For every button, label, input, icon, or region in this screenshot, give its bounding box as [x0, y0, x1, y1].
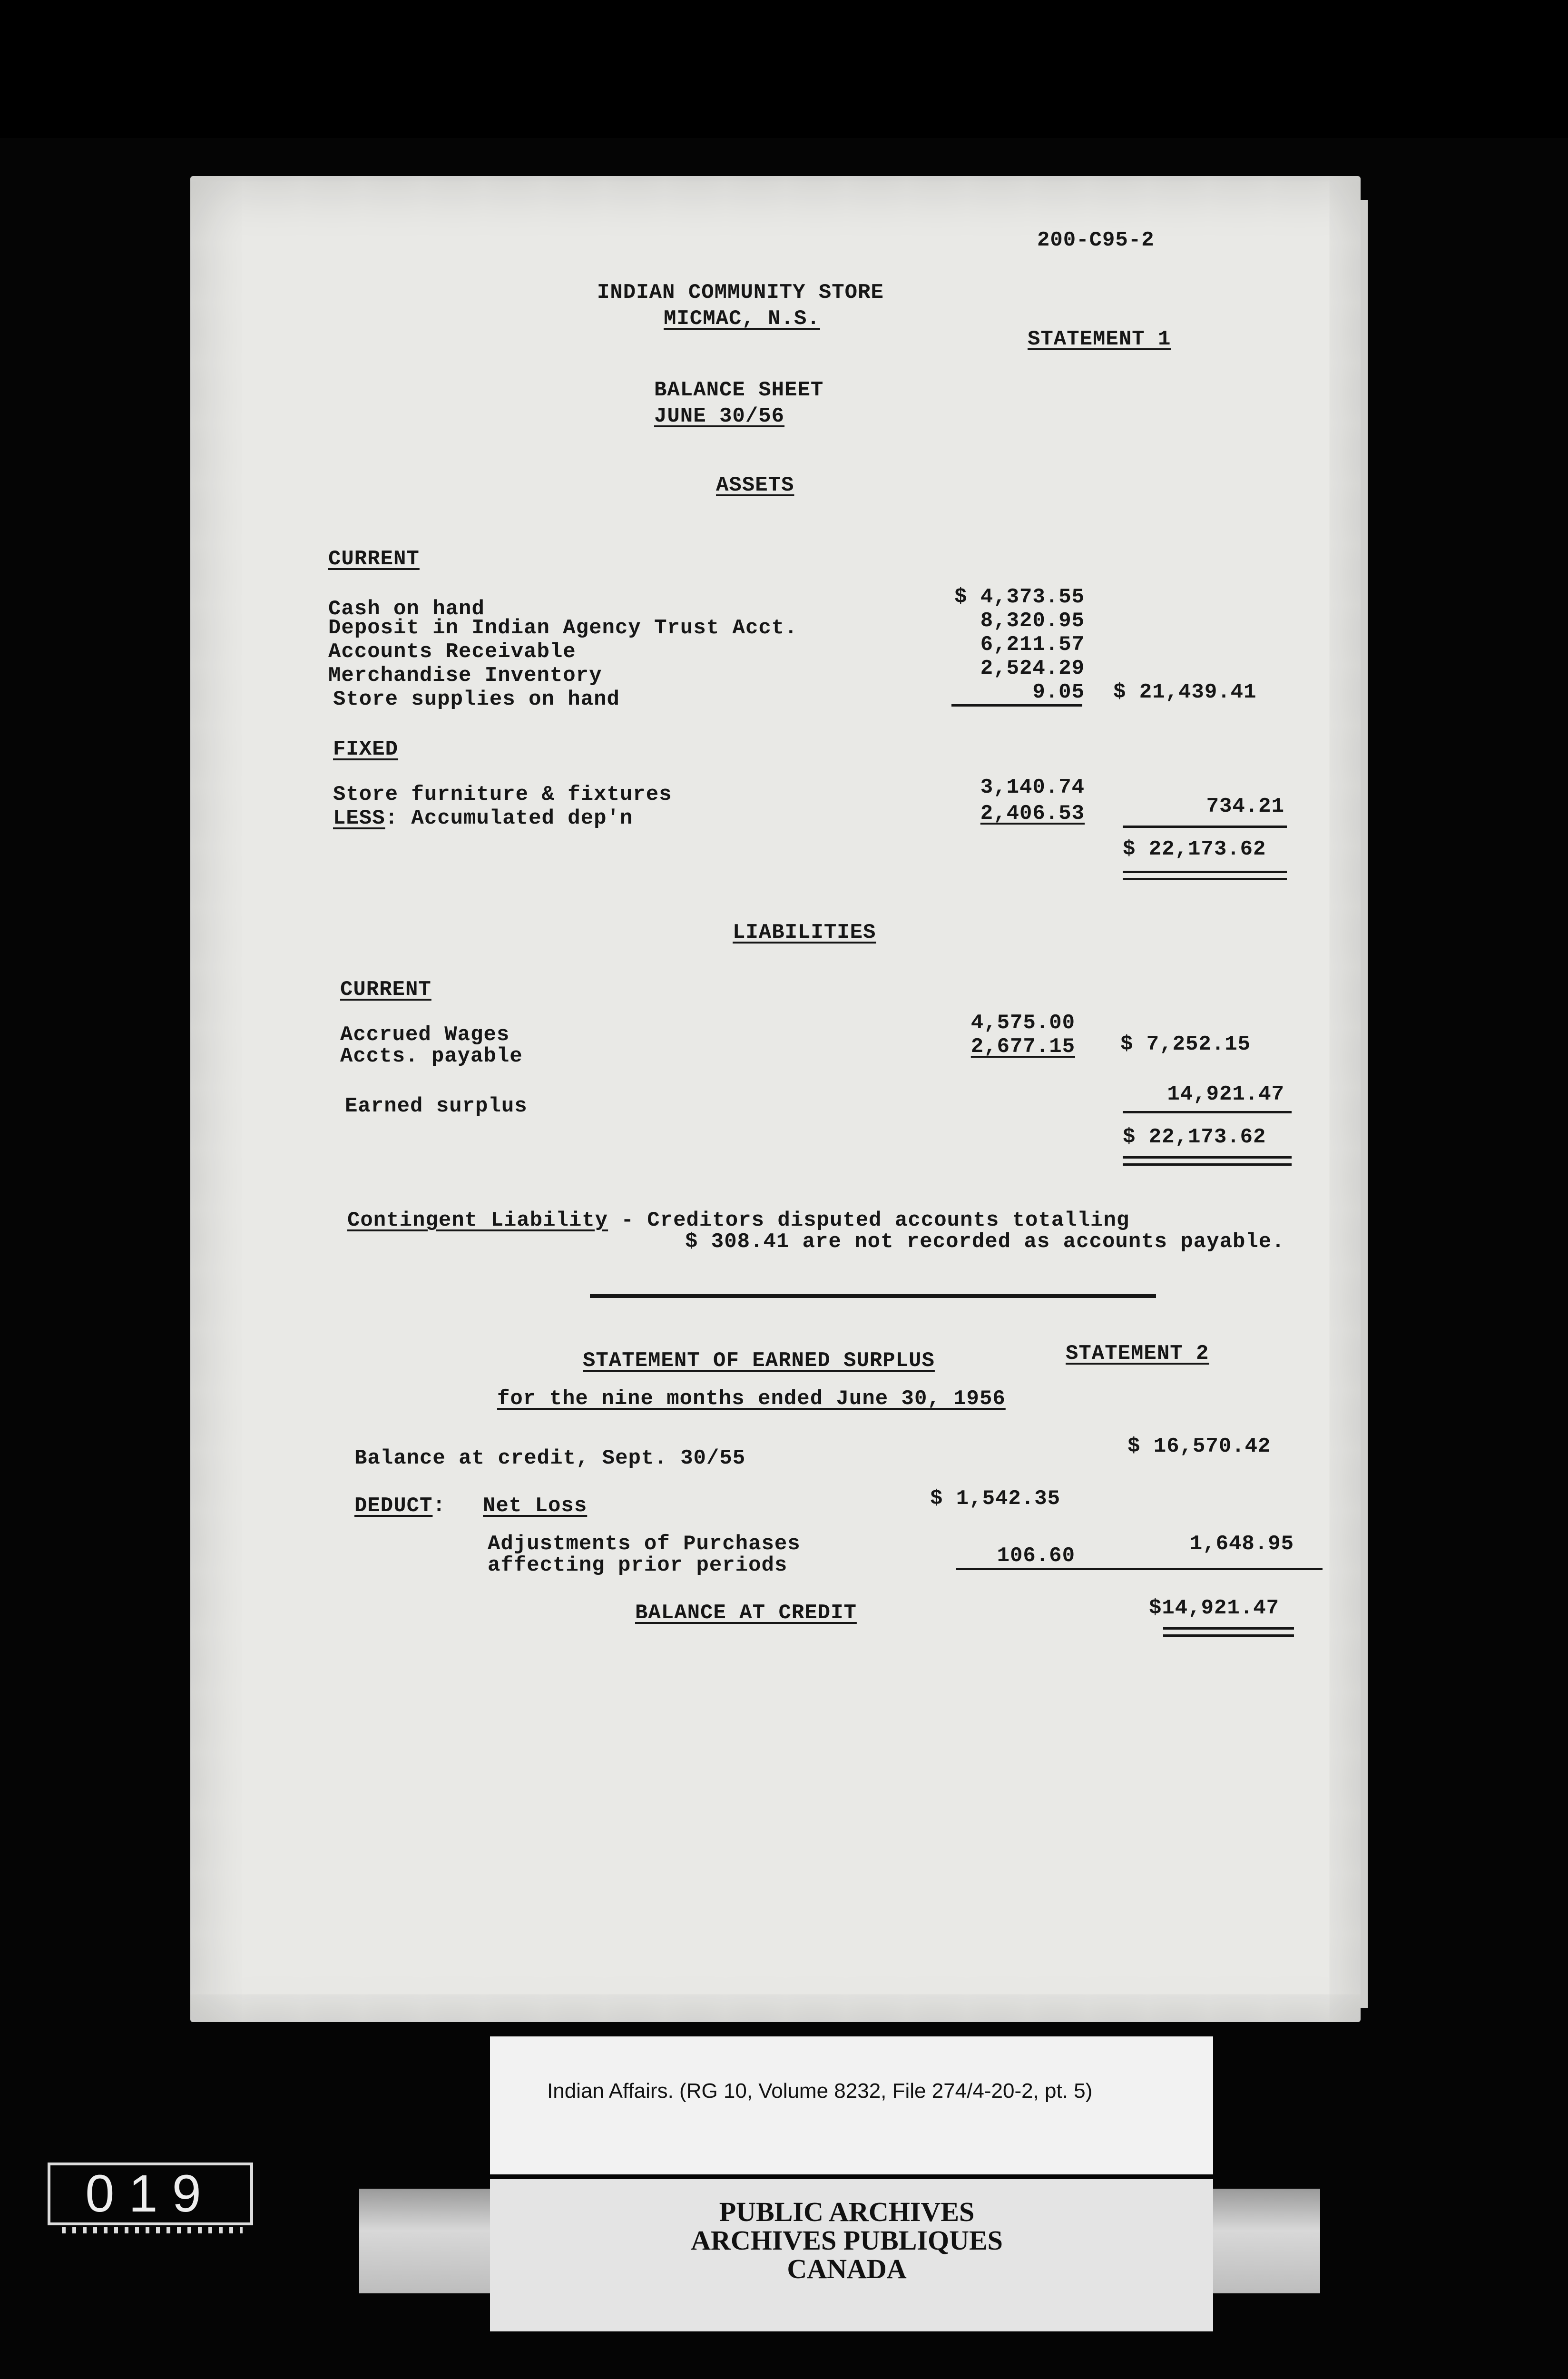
- opening-balance-label: Balance at credit, Sept. 30/55: [354, 1446, 746, 1470]
- liability-label: Accrued Wages: [340, 1023, 510, 1047]
- deduct-label: DEDUCT: [354, 1494, 433, 1518]
- fixed-item-label: Store furniture & fixtures: [333, 783, 672, 806]
- asset-label: Store supplies on hand: [333, 688, 620, 711]
- adjustments-label: Adjustments of Purchases: [488, 1532, 801, 1556]
- assets-total: $ 22,173.62: [1123, 837, 1266, 861]
- contingent-label: Contingent Liability: [347, 1209, 608, 1232]
- closing-balance-label: BALANCE AT CREDIT: [635, 1601, 857, 1625]
- asset-amount: $ 4,373.55: [954, 585, 1085, 609]
- fixed-net-amount: 734.21: [1206, 795, 1284, 818]
- film-border-top: [0, 0, 1568, 138]
- stamp-line-3: CANADA: [787, 2253, 907, 2284]
- subtotal-rule: [1123, 826, 1287, 828]
- film-ticks: [62, 2227, 243, 2233]
- liabilities-total: $ 22,173.62: [1123, 1125, 1266, 1149]
- adjustments-amount: 106.60: [997, 1544, 1075, 1568]
- stamp-line-2: ARCHIVES PUBLIQUES: [691, 2225, 1003, 2256]
- file-number: 200-C95-2: [1037, 228, 1155, 252]
- adjustments-label-2: affecting prior periods: [488, 1553, 788, 1577]
- double-rule-top: [1123, 871, 1287, 873]
- earned-surplus-amount: 14,921.47: [1167, 1082, 1284, 1106]
- balance-sheet-date: JUNE 30/56: [654, 404, 785, 428]
- depreciation-amount: 2,406.53: [980, 802, 1085, 826]
- asset-label: Deposit in Indian Agency Trust Acct.: [328, 616, 798, 640]
- assets-heading: ASSETS: [716, 473, 794, 497]
- asset-amount: 6,211.57: [980, 633, 1085, 657]
- asset-amount: 9.05: [1032, 680, 1085, 704]
- subtotal-rule: [1123, 1111, 1292, 1113]
- asset-label: Accounts Receivable: [328, 640, 576, 664]
- double-rule-top: [1123, 1156, 1292, 1159]
- liability-amount: 2,677.15: [970, 1035, 1075, 1059]
- liabilities-current-total: $ 7,252.15: [1120, 1032, 1251, 1056]
- earned-surplus-statement-title: STATEMENT OF EARNED SURPLUS: [583, 1349, 935, 1373]
- balance-sheet-title: BALANCE SHEET: [654, 378, 824, 402]
- asset-label: Merchandise Inventory: [328, 664, 602, 688]
- opening-balance-amount: $ 16,570.42: [1127, 1435, 1271, 1458]
- film-frame-number: 019: [48, 2163, 253, 2225]
- deduct-line: [354, 1494, 446, 1518]
- earned-surplus-label: Earned surplus: [345, 1094, 528, 1118]
- deduct-total: 1,648.95: [1189, 1532, 1294, 1556]
- liabilities-heading: LIABILITIES: [733, 921, 876, 944]
- archive-reference: Indian Affairs. (RG 10, Volume 8232, File 274/4-20-2, pt. 5): [547, 2079, 1093, 2103]
- asset-amount: 8,320.95: [980, 609, 1085, 633]
- less-label: LESS: [333, 806, 385, 830]
- subtotal-rule: [951, 704, 1082, 707]
- deduct-colon: :: [432, 1494, 446, 1518]
- double-rule-bottom: [1123, 1163, 1292, 1166]
- net-loss-label: Net Loss: [483, 1494, 588, 1518]
- liabilities-current-heading: CURRENT: [340, 978, 431, 1002]
- stamp-line-1: PUBLIC ARCHIVES: [719, 2196, 975, 2227]
- fixed-heading: FIXED: [333, 737, 399, 761]
- org-name: INDIAN COMMUNITY STORE: [597, 281, 884, 305]
- double-rule-top: [1163, 1627, 1294, 1630]
- contingent-text: - Creditors disputed accounts totalling: [608, 1209, 1130, 1232]
- subtotal-rule: [956, 1568, 1323, 1570]
- depreciation-label: : Accumulated dep'n: [385, 806, 633, 830]
- section-divider: [590, 1294, 1156, 1298]
- double-rule-bottom: [1163, 1634, 1294, 1637]
- statement-2-label: STATEMENT 2: [1066, 1342, 1209, 1366]
- fixed-less-line: [333, 806, 633, 830]
- liability-amount: 4,575.00: [970, 1011, 1075, 1035]
- net-loss-amount: $ 1,542.35: [930, 1487, 1061, 1511]
- contingent-text-2: $ 308.41 are not recorded as accounts payable.: [685, 1230, 1285, 1254]
- asset-label: Cash on hand: [328, 597, 485, 621]
- statement-1-label: STATEMENT 1: [1028, 327, 1171, 351]
- assets-current-total: $ 21,439.41: [1113, 680, 1257, 704]
- closing-balance-amount: $14,921.47: [1149, 1596, 1280, 1620]
- archive-reference-card: [490, 2036, 1213, 2174]
- double-rule-bottom: [1123, 878, 1287, 880]
- assets-current-heading: CURRENT: [328, 547, 420, 571]
- contingent-liability-line: [347, 1209, 1129, 1232]
- liability-label: Accts. payable: [340, 1044, 523, 1068]
- statement-period: for the nine months ended June 30, 1956: [497, 1387, 1006, 1411]
- fixed-item-amount: 3,140.74: [980, 776, 1085, 799]
- org-location: MICMAC, N.S.: [664, 307, 820, 331]
- asset-amount: 2,524.29: [980, 657, 1085, 680]
